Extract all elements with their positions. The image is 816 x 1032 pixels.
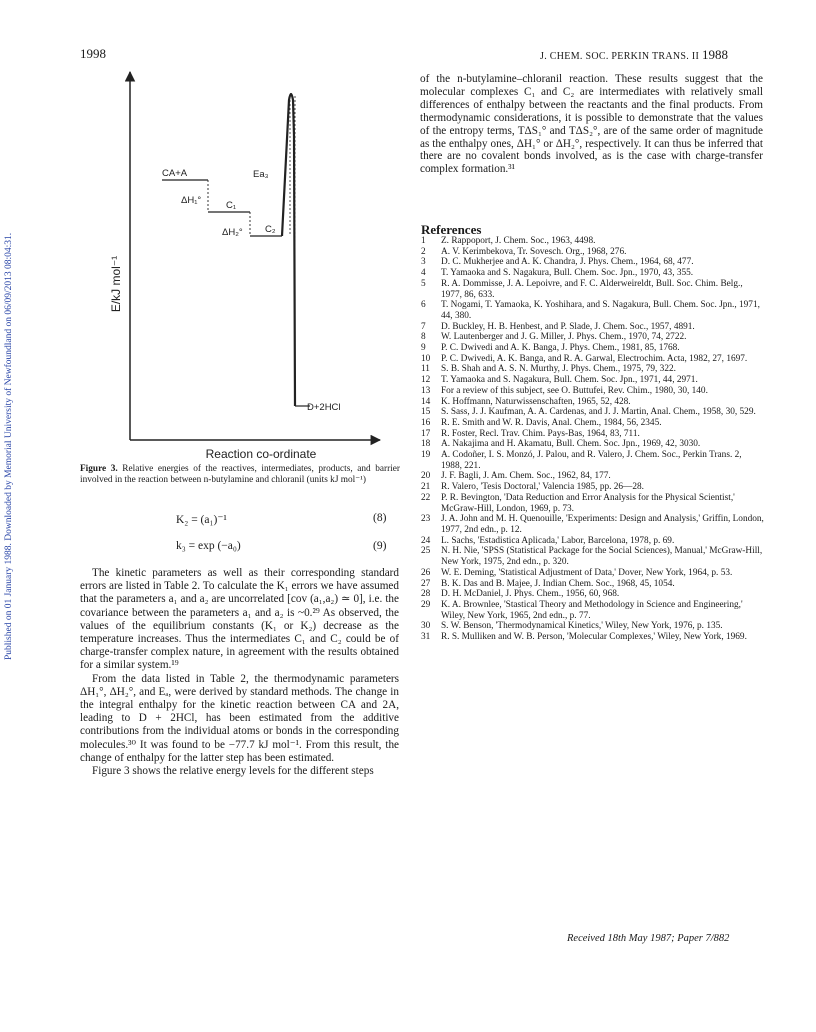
reference-item: 18 A. Nakajima and H. Akamatu, Bull. Chem. Soc. Jpn., 1969, 42, 3030.: [421, 439, 701, 450]
references-heading: References: [421, 222, 482, 237]
y-axis-label: E/kJ mol⁻¹: [109, 255, 123, 313]
figure-caption: [80, 464, 400, 487]
reference-item: 6 T. Nogami, T. Yamaoka, K. Yoshihara, and S. Nagakura, Bull. Chem. Soc. Jpn., 1971, 44, 380.: [421, 300, 760, 321]
reference-item: 2 A. V. Kerimbekova, Tr. Sovesch. Org., 1968, 276.: [421, 246, 627, 257]
reference-item: 25 N. H. Nie, 'SPSS (Statistical Package for the Social Sciences), Manual,' McGraw-Hill, New York, 1975, 2nd edn., p. 320.: [421, 546, 763, 568]
barrier-curve: [282, 94, 295, 406]
reference-item: 27 B. K. Das and B. Majee, J. Indian Chem. Soc., 1968, 45, 1054.: [421, 578, 675, 589]
reference-item: 11 S. B. Shah and A. S. N. Murthy, J. Phys. Chem., 1975, 79, 322.: [421, 364, 676, 375]
equation-8: K₂ = (a₁)⁻¹: [176, 514, 227, 526]
reference-item: 4 T. Yamaoka and S. Nagakura, Bull. Chem. Soc. Jpn., 1970, 43, 355.: [421, 268, 694, 279]
label-products: D+2HCl: [307, 402, 341, 413]
journal-name: J. CHEM. SOC. PERKIN TRANS. II: [540, 51, 700, 62]
reference-item: 3 D. C. Mukherjee and A. K. Chandra, J. Phys. Chem., 1964, 68, 477.: [421, 257, 694, 268]
reference-item: 20 J. F. Bagli, J. Am. Chem. Soc., 1962, 84, 177.: [421, 471, 611, 482]
energy-diagram: [80, 66, 390, 466]
body-text-right: of the n-butylamine–chloranil reaction. These results suggest that the molecular complexes C₁ and C₂ are intermediates with relatively small differences of enthalpy between the reactants and the final products. From thermodynamic considerations, it is possible to demonstrate that the values of the entropy terms, TΔS₁° and TΔS₂°, are of the same order of magnitude as the enthalpy ones, ΔH₁° or ΔH₂°, respectively. It can thus be inferred that there are no covalent bonds involved, as is the case with charge-transfer complex formation.³¹: [420, 73, 763, 176]
download-stamp: [2, 160, 16, 660]
page-number: 1998: [80, 46, 106, 61]
caption-text: Relative energies of the reactives, intermediates, products, and barrier involved in the reaction between n-butylamine and chloranil (units kJ mol⁻¹): [80, 464, 400, 486]
download-stamp-text: Published on 01 January 1988. Downloaded by Memorial University of Newfoundland on 06/09/2013 08:04:31.: [4, 232, 14, 660]
reference-item: 28 D. H. McDaniel, J. Phys. Chem., 1956, 60, 968.: [421, 589, 620, 600]
running-header: [540, 47, 728, 63]
paragraph: The kinetic parameters as well as their corresponding standard errors are listed in Table 2. To calculate the K₁ errors we have assumed that the parameters a₁ and a₂ are uncorrelated [cov (a₁,a₂) ≃ 0], i.e. the covariance between the parameters a₁ and a₂ is ~0.²⁹ As observed, the values of the equilibrium constants (K₁ or K₂) decrease as the temperature increases. Thus the intermediates C₁ and C₂ could be of charge-transfer complex nature, in agreement with the results obtained for a similar system.¹⁹: [80, 567, 399, 672]
equation-8-number: (8): [373, 512, 387, 524]
label-dh1: ΔH₁°: [181, 195, 202, 206]
reference-item: 17 R. Foster, Recl. Trav. Chim. Pays-Bas, 1964, 83, 711.: [421, 428, 640, 439]
x-axis-label: Reaction co-ordinate: [205, 447, 317, 461]
reference-item: 30 S. W. Benson, 'Thermodynamical Kinetics,' Wiley, New York, 1976, p. 135.: [421, 621, 723, 632]
reference-item: 7 D. Buckley, H. B. Henbest, and P. Slade, J. Chem. Soc., 1957, 4891.: [421, 321, 695, 332]
received-date: Received 18th May 1987; Paper 7/882: [567, 933, 730, 944]
label-ca-a: CA+A: [162, 168, 188, 179]
reference-item: 22 P. R. Bevington, 'Data Reduction and Error Analysis for the Physical Scientist,' McGraw-Hill, London, 1969, p. 73.: [421, 492, 735, 514]
reference-item: 31 R. S. Mulliken and W. B. Person, 'Molecular Complexes,' Wiley, New York, 1969.: [421, 632, 747, 643]
reference-item: 23 J. A. John and M. H. Quenouille, 'Experiments: Design and Analysis,' Griffin, London, 1977, 2nd edn., p. 12.: [421, 514, 764, 535]
label-dh2: ΔH₂°: [222, 227, 243, 238]
references-list: [421, 236, 764, 643]
reference-item: 12 T. Yamaoka and S. Nagakura, Bull. Chem. Soc. Jpn., 1971, 44, 2971.: [421, 375, 698, 386]
reference-item: 24 L. Sachs, 'Estadistica Aplicada,' Labor, Barcelona, 1978, p. 69.: [421, 535, 675, 546]
journal-year: 1988: [701, 47, 728, 62]
label-c2: C₂: [265, 224, 276, 235]
reference-item: 5 R. A. Dommisse, J. A. Lepoivre, and F. C. Alderweireldt, Bull. Soc. Chim. Belg., 1977, 86, 633.: [421, 278, 743, 300]
reference-item: 21 R. Valero, 'Tesis Doctoral,' Valencia 1985, pp. 26—28.: [421, 482, 644, 493]
reference-item: 14 K. Hoffmann, Naturwissenschaften, 1965, 52, 428.: [421, 396, 631, 407]
caption-label: Figure 3.: [80, 464, 118, 474]
label-ea3: Ea₃: [253, 169, 269, 180]
reference-item: 13 For a review of this subject, see O. Buttufei, Rev. Chim., 1980, 30, 140.: [421, 385, 708, 396]
reference-item: 1 Z. Rappoport, J. Chem. Soc., 1963, 4498.: [421, 236, 596, 246]
reference-item: 16 R. E. Smith and W. R. Davis, Anal. Chem., 1984, 56, 2345.: [421, 417, 662, 428]
reference-item: 26 W. E. Deming, 'Statistical Adjustment of Data,' Dover, New York, 1964, p. 53.: [421, 567, 733, 578]
reference-item: 15 S. Sass, J. J. Kaufman, A. A. Cardenas, and J. J. Martin, Anal. Chem., 1958, 30, 529.: [421, 407, 756, 418]
paragraph: Figure 3 shows the relative energy levels for the different steps: [92, 765, 374, 778]
reference-item: 19 A. Codoñer, I. S. Monzó, J. Palou, and R. Valero, J. Chem. Soc., Perkin Trans. 2, 1988, 221.: [421, 450, 742, 471]
label-c1: C₁: [226, 200, 237, 211]
reference-item: 29 K. A. Brownlee, 'Stastical Theory and Methodology in Science and Engineering,' Wiley, New York, 1965, 2nd edn., p. 77.: [421, 599, 743, 621]
equation-9: k₃ = exp (−a₀): [176, 540, 241, 552]
paragraph: From the data listed in Table 2, the thermodynamic parameters ΔH₁°, ΔH₂°, and Eₐ, were derived by standard methods. The change in the integral enthalpy for the kinetic reaction between CA and 2A, leading to D + 2HCl, has been estimated from the additive contributions from the individual atoms or bonds in the corresponding molecules.³⁰ It was found to be −77.7 kJ mol⁻¹. From this result, the change of enthalpy for the latter step has been estimated.: [80, 672, 399, 764]
equation-9-number: (9): [373, 540, 387, 552]
reference-item: 9 P. C. Dwivedi and A. K. Banga, J. Phys. Chem., 1981, 85, 1768.: [421, 343, 680, 354]
reference-item: 10 P. C. Dwivedi, A. K. Banga, and R. A. Garwal, Electrochim. Acta, 1982, 27, 1697.: [421, 353, 748, 364]
reference-item: 8 W. Lautenberger and J. G. Miller, J. Phys. Chem., 1970, 74, 2722.: [421, 332, 687, 343]
body-text-left: [80, 567, 399, 778]
